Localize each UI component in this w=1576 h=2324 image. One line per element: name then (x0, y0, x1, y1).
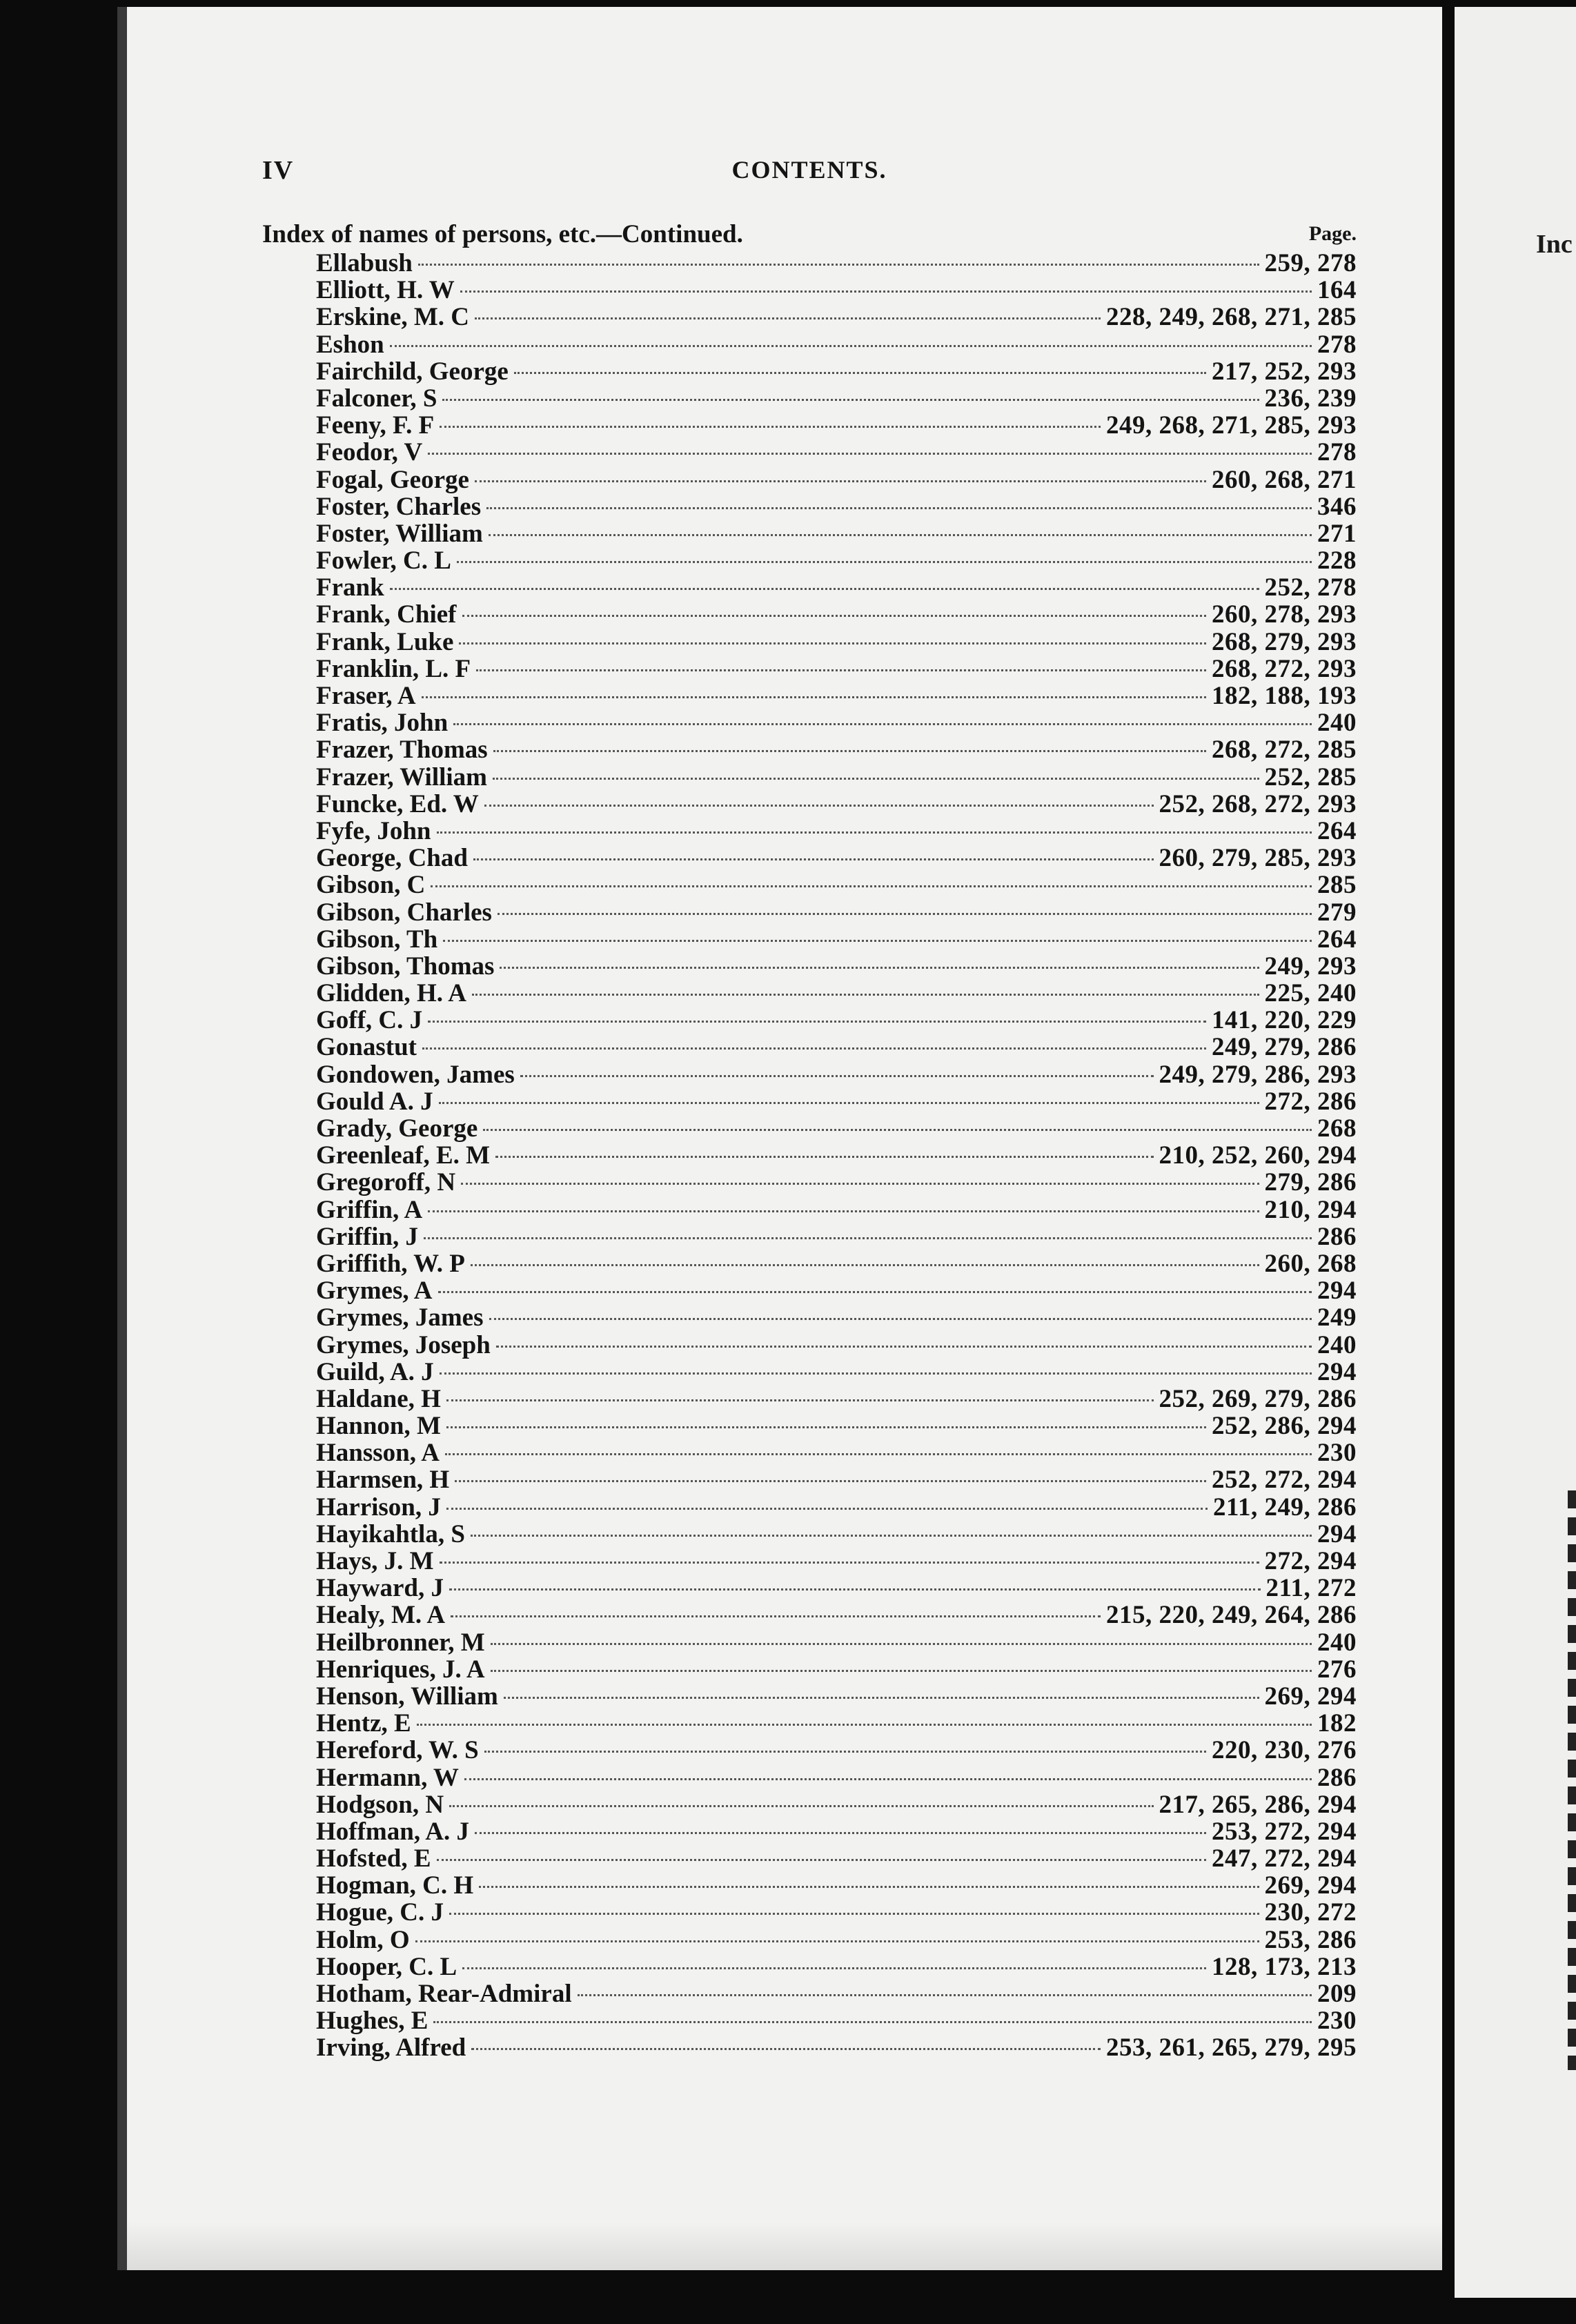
dot-leader (440, 1372, 1312, 1375)
entry-name: Goff, C. J (316, 1006, 423, 1035)
entry-name: Griffin, A (316, 1195, 423, 1224)
entry-name: Henson, William (316, 1682, 498, 1711)
entry-name: Haldane, H (316, 1384, 441, 1413)
index-entry (316, 953, 1357, 980)
index-entry (316, 1548, 1357, 1575)
dot-leader (483, 1129, 1312, 1131)
index-entry (316, 493, 1357, 520)
entry-name: Frazer, Thomas (316, 736, 488, 765)
index-entry (316, 682, 1357, 709)
entry-pages: 252, 268, 272, 293 (1159, 789, 1357, 818)
entry-name: Hofsted, E (316, 1844, 431, 1873)
entry-name: Feodor, V (316, 438, 423, 467)
entry-pages: 249, 279, 286, 293 (1159, 1060, 1357, 1089)
entry-name: Griffith, W. P (316, 1249, 465, 1278)
index-entry (316, 439, 1357, 466)
index-entry (316, 1304, 1357, 1331)
index-entry (316, 1332, 1357, 1359)
entry-pages: 217, 265, 286, 294 (1159, 1790, 1357, 1819)
entry-name: Hannon, M (316, 1412, 441, 1441)
index-entry (316, 601, 1357, 628)
entry-name: Eshon (316, 330, 384, 359)
entry-pages: 294 (1317, 1357, 1357, 1386)
dot-leader (473, 858, 1154, 860)
index-entry (316, 547, 1357, 574)
entry-pages: 271 (1317, 519, 1357, 548)
entry-pages: 285 (1317, 871, 1357, 900)
entry-pages: 164 (1317, 276, 1357, 305)
dot-leader (493, 750, 1206, 752)
entry-name: Ellabush (316, 249, 413, 277)
index-entry (316, 1494, 1357, 1521)
entry-pages: 210, 252, 260, 294 (1159, 1141, 1357, 1170)
facing-page-letter-edges (1568, 1490, 1576, 2070)
index-entry (316, 1845, 1357, 1872)
entry-name: Gondowen, James (316, 1060, 515, 1089)
dot-leader (418, 264, 1259, 266)
entry-pages: 215, 220, 249, 264, 286 (1106, 1601, 1357, 1630)
entry-name: Frank, Chief (316, 600, 457, 629)
index-entry (316, 845, 1357, 872)
dot-leader (460, 290, 1312, 293)
dot-leader (495, 1156, 1153, 1158)
index-entry (316, 1412, 1357, 1439)
entry-pages: 240 (1317, 1330, 1357, 1359)
entry-pages: 240 (1317, 1628, 1357, 1657)
entry-name: Gonastut (316, 1033, 417, 1062)
index-entry (316, 1142, 1357, 1169)
entry-name: Grady, George (316, 1114, 478, 1143)
dot-leader (578, 1994, 1312, 1996)
entry-pages: 264 (1317, 925, 1357, 954)
entry-pages: 240 (1317, 709, 1357, 738)
dot-leader (475, 480, 1206, 482)
dot-leader (493, 778, 1259, 780)
entry-pages: 268, 272, 285 (1212, 736, 1357, 765)
entry-name: Griffin, J (316, 1222, 418, 1251)
dot-leader (437, 831, 1312, 834)
index-entry (316, 1980, 1357, 2007)
dot-leader (428, 1210, 1259, 1212)
dot-leader (462, 1967, 1206, 1969)
index-entry (316, 1899, 1357, 1926)
entry-name: Holm, O (316, 1925, 410, 1954)
dot-leader (464, 1778, 1312, 1780)
entry-name: Frank (316, 573, 384, 602)
entry-pages: 182 (1317, 1709, 1357, 1738)
index-entry (316, 980, 1357, 1007)
entry-pages: 247, 272, 294 (1212, 1844, 1357, 1873)
entry-name: Hermann, W (316, 1763, 459, 1792)
entry-name: Funcke, Ed. W (316, 789, 479, 818)
dot-leader (461, 1183, 1259, 1185)
entry-name: Hogman, C. H (316, 1871, 474, 1900)
entry-pages: 230 (1317, 2007, 1357, 2036)
entry-pages: 286 (1317, 1763, 1357, 1792)
dot-leader (453, 723, 1312, 725)
index-entry (316, 304, 1357, 331)
entry-name: Fowler, C. L (316, 546, 451, 575)
index-entry (316, 791, 1357, 818)
entry-name: Hooper, C. L (316, 1952, 457, 1981)
dot-leader (445, 1453, 1312, 1455)
index-entry (316, 1629, 1357, 1656)
dot-leader (440, 426, 1101, 428)
entry-pages: 253, 286 (1264, 1925, 1357, 1954)
index-entry (316, 1034, 1357, 1061)
dot-leader (475, 317, 1101, 319)
entry-name: Gibson, Thomas (316, 952, 495, 981)
entry-pages: 252, 269, 279, 286 (1159, 1384, 1357, 1413)
index-entry (316, 1223, 1357, 1250)
index-entry (316, 1061, 1357, 1088)
dot-leader (446, 1426, 1206, 1428)
entry-name: Hays, J. M (316, 1547, 434, 1575)
index-entry (316, 1007, 1357, 1034)
entry-pages: 346 (1317, 492, 1357, 521)
dot-leader (433, 2021, 1312, 2023)
entry-pages: 249, 293 (1264, 952, 1357, 981)
dot-leader (446, 1508, 1208, 1510)
dot-leader (486, 507, 1312, 509)
dot-leader (449, 1588, 1261, 1591)
index-entry (316, 1710, 1357, 1737)
entry-name: Fairchild, George (316, 357, 509, 386)
entry-name: Elliott, H. W (316, 276, 455, 305)
dot-leader (440, 1562, 1259, 1564)
entry-name: Fogal, George (316, 465, 469, 494)
entry-pages: 249, 268, 271, 285, 293 (1106, 411, 1357, 440)
entry-name: Falconer, S (316, 384, 437, 413)
entry-name: Hoffman, A. J (316, 1817, 469, 1846)
dot-leader (431, 885, 1312, 887)
entry-pages: 260, 268 (1264, 1249, 1357, 1278)
index-entry (316, 1466, 1357, 1493)
entry-pages: 286 (1317, 1222, 1357, 1251)
entry-pages: 259, 278 (1264, 249, 1357, 277)
entry-pages: 236, 239 (1264, 384, 1357, 413)
page-bottom-shading (127, 2222, 1442, 2270)
index-entry (316, 1088, 1357, 1115)
dot-leader (484, 1751, 1206, 1753)
dot-leader (439, 1102, 1259, 1104)
entry-name: Fyfe, John (316, 816, 431, 845)
entry-name: Hayikahtla, S (316, 1519, 465, 1548)
dot-leader (471, 1535, 1312, 1537)
dot-leader (491, 1670, 1312, 1672)
entry-name: Hansson, A (316, 1439, 440, 1468)
entry-pages: 294 (1317, 1519, 1357, 1548)
dot-leader (471, 1264, 1259, 1266)
page-header (262, 155, 1357, 194)
dot-leader (424, 1237, 1312, 1239)
entry-name: Frazer, William (316, 762, 487, 791)
entry-name: Harrison, J (316, 1493, 441, 1522)
index-entries (316, 250, 1357, 2062)
page-numeral: IV (262, 156, 295, 185)
dot-leader (500, 967, 1259, 969)
entry-pages: 220, 230, 276 (1212, 1736, 1357, 1765)
index-entry (316, 520, 1357, 547)
dot-leader (449, 1805, 1153, 1807)
entry-name: Hodgson, N (316, 1790, 444, 1819)
dot-leader (457, 561, 1312, 563)
entry-pages: 272, 286 (1264, 1087, 1357, 1116)
entry-name: Guild, A. J (316, 1357, 434, 1386)
dot-leader (449, 1913, 1259, 1915)
entry-pages: 278 (1317, 438, 1357, 467)
index-entry (316, 1656, 1357, 1683)
entry-name: Hotham, Rear-Admiral (316, 1980, 572, 2008)
index-entry (316, 1439, 1357, 1466)
entry-pages: 228, 249, 268, 271, 285 (1106, 303, 1357, 332)
entry-pages: 269, 294 (1264, 1871, 1357, 1900)
entry-pages: 253, 261, 265, 279, 295 (1106, 2034, 1357, 2062)
index-entry (316, 1115, 1357, 1142)
index-entry (316, 1250, 1357, 1277)
index-entry (316, 277, 1357, 304)
entry-pages: 228 (1317, 546, 1357, 575)
index-entry (316, 574, 1357, 601)
index-entry (316, 385, 1357, 412)
entry-pages: 268, 279, 293 (1212, 627, 1357, 656)
entry-pages: 253, 272, 294 (1212, 1817, 1357, 1846)
index-entry (316, 1791, 1357, 1818)
entry-name: Foster, Charles (316, 492, 482, 521)
dot-leader (459, 642, 1206, 644)
entry-name: Gould A. J (316, 1087, 433, 1116)
entry-pages: 268, 272, 293 (1212, 654, 1357, 683)
index-entry (316, 250, 1357, 277)
page-column-label: Page. (1308, 222, 1357, 245)
entry-name: Hughes, E (316, 2007, 429, 2036)
index-entry (316, 1359, 1357, 1386)
dot-leader (491, 1643, 1312, 1645)
entry-name: Erskine, M. C (316, 303, 469, 332)
dot-leader (479, 1886, 1259, 1888)
entry-name: Hayward, J (316, 1574, 444, 1603)
entry-name: Grymes, A (316, 1277, 433, 1306)
dot-leader (428, 1021, 1206, 1023)
dot-leader (475, 1832, 1206, 1834)
dot-leader (504, 1697, 1259, 1699)
entry-name: Hentz, E (316, 1709, 411, 1738)
dot-leader (489, 1318, 1312, 1320)
index-entry (316, 1197, 1357, 1223)
index-entry (316, 1277, 1357, 1304)
index-entry (316, 1169, 1357, 1196)
index-entry (316, 466, 1357, 493)
index-entry (316, 656, 1357, 682)
index-entry (316, 1521, 1357, 1548)
entry-name: Gibson, Charles (316, 898, 492, 927)
entry-name: Frank, Luke (316, 627, 454, 656)
dot-leader (417, 1724, 1312, 1726)
entry-pages: 249 (1317, 1303, 1357, 1332)
dot-leader (422, 696, 1206, 698)
entry-name: Fratis, John (316, 709, 449, 738)
dot-leader (422, 1047, 1206, 1050)
entry-name: Franklin, L. F (316, 654, 471, 683)
index-entry (316, 1386, 1357, 1412)
dot-leader (443, 940, 1312, 942)
entry-pages: 264 (1317, 816, 1357, 845)
dot-leader (390, 588, 1259, 590)
dot-leader (484, 805, 1154, 807)
dot-leader (455, 1480, 1206, 1482)
index-entry (316, 899, 1357, 926)
index-entry (316, 2034, 1357, 2061)
index-entry (316, 1602, 1357, 1628)
index-entry (316, 2007, 1357, 2034)
index-entry (316, 331, 1357, 358)
index-entry (316, 629, 1357, 656)
dot-leader (428, 453, 1312, 455)
index-entry (316, 1683, 1357, 1710)
index-entry (316, 818, 1357, 845)
index-entry (316, 1818, 1357, 1845)
dot-leader (437, 1859, 1207, 1861)
index-entry (316, 358, 1357, 385)
facing-page-edge (1455, 7, 1576, 2298)
facing-page-text-fragment: Inc (1536, 230, 1573, 259)
entry-name: Grymes, James (316, 1303, 484, 1332)
entry-pages: 252, 285 (1264, 762, 1357, 791)
dot-leader (446, 1399, 1154, 1401)
index-entry (316, 709, 1357, 736)
entry-pages: 276 (1317, 1655, 1357, 1684)
entry-pages: 182, 188, 193 (1212, 682, 1357, 710)
entry-pages: 294 (1317, 1277, 1357, 1306)
entry-pages: 210, 294 (1264, 1195, 1357, 1224)
entry-name: Grymes, Joseph (316, 1330, 491, 1359)
dot-leader (472, 994, 1259, 996)
section-heading (262, 219, 1357, 254)
index-entry (316, 1737, 1357, 1764)
index-entry (316, 1927, 1357, 1953)
section-title: Index of names of persons, etc.—Continued. (262, 220, 743, 248)
entry-pages: 260, 268, 271 (1212, 465, 1357, 494)
dot-leader (451, 1615, 1101, 1617)
entry-pages: 141, 220, 229 (1212, 1006, 1357, 1035)
entry-pages: 217, 252, 293 (1212, 357, 1357, 386)
entry-pages: 230, 272 (1264, 1898, 1357, 1927)
index-entry (316, 1764, 1357, 1791)
entry-name: Hereford, W. S (316, 1736, 479, 1765)
entry-pages: 260, 279, 285, 293 (1159, 844, 1357, 873)
dot-leader (438, 1291, 1312, 1293)
running-title: CONTENTS. (731, 156, 887, 184)
entry-name: Heilbronner, M (316, 1628, 485, 1657)
dot-leader (476, 669, 1206, 671)
entry-name: Gibson, C (316, 871, 426, 900)
entry-name: Henriques, J. A (316, 1655, 485, 1684)
entry-pages: 211, 249, 286 (1213, 1493, 1357, 1522)
index-entry (316, 736, 1357, 763)
entry-pages: 225, 240 (1264, 979, 1357, 1008)
entry-pages: 128, 173, 213 (1212, 1952, 1357, 1981)
entry-pages: 268 (1317, 1114, 1357, 1143)
entry-pages: 252, 272, 294 (1212, 1466, 1357, 1495)
entry-name: Healy, M. A (316, 1601, 446, 1630)
dot-leader (442, 399, 1259, 401)
entry-name: Fraser, A (316, 682, 416, 710)
index-entry (316, 1872, 1357, 1899)
entry-pages: 230 (1317, 1439, 1357, 1468)
entry-name: Feeny, F. F (316, 411, 435, 440)
entry-pages: 272, 294 (1264, 1547, 1357, 1575)
dot-leader (471, 2048, 1101, 2050)
index-entry (316, 764, 1357, 791)
index-entry (316, 1953, 1357, 1980)
index-entry (316, 926, 1357, 953)
entry-name: Glidden, H. A (316, 979, 466, 1008)
dot-leader (496, 1346, 1312, 1348)
entry-pages: 260, 278, 293 (1212, 600, 1357, 629)
entry-pages: 279 (1317, 898, 1357, 927)
entry-name: Gibson, Th (316, 925, 438, 954)
dot-leader (390, 345, 1312, 347)
index-entry (316, 412, 1357, 439)
entry-name: Foster, William (316, 519, 483, 548)
dot-leader (498, 913, 1312, 915)
entry-name: Greenleaf, E. M (316, 1141, 491, 1170)
entry-name: Gregoroff, N (316, 1168, 456, 1197)
index-entry (316, 872, 1357, 898)
dot-leader (514, 372, 1206, 374)
dot-leader (415, 1940, 1259, 1942)
entry-pages: 278 (1317, 330, 1357, 359)
entry-name: Irving, Alfred (316, 2034, 466, 2062)
index-entry (316, 1575, 1357, 1602)
entry-pages: 252, 286, 294 (1212, 1412, 1357, 1441)
entry-pages: 252, 278 (1264, 573, 1357, 602)
entry-pages: 269, 294 (1264, 1682, 1357, 1711)
entry-pages: 279, 286 (1264, 1168, 1357, 1197)
entry-pages: 209 (1317, 1980, 1357, 2008)
dot-leader (489, 534, 1312, 536)
dot-leader (462, 615, 1207, 617)
entry-pages: 249, 279, 286 (1212, 1033, 1357, 1062)
entry-pages: 211, 272 (1265, 1574, 1357, 1603)
entry-name: Hogue, C. J (316, 1898, 444, 1927)
dot-leader (520, 1075, 1154, 1077)
entry-name: George, Chad (316, 844, 468, 873)
entry-name: Harmsen, H (316, 1466, 450, 1495)
